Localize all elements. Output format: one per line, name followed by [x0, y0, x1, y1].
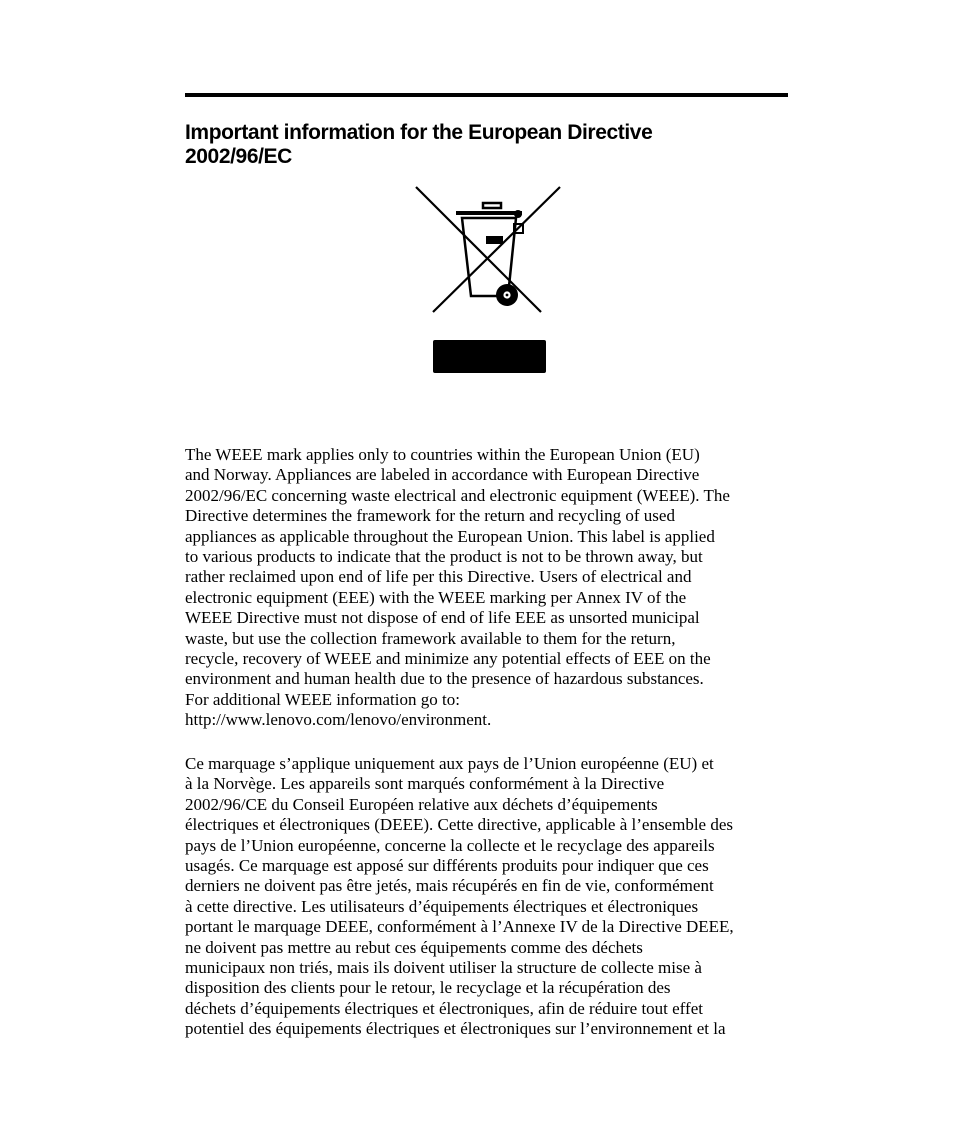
text-line: and Norway. Appliances are labeled in accordance with European Directive — [185, 465, 700, 485]
text-line: à la Norvège. Les appareils sont marqués conformément à la Directive — [185, 774, 665, 794]
text-line: appliances as applicable throughout the European Union. This label is applied — [185, 526, 715, 546]
top-rule — [185, 93, 788, 97]
text-line: Ce marquage s’applique uniquement aux pays de l’Union européenne (EU) et — [185, 754, 714, 773]
title-line: Important information for the European Directive — [185, 121, 653, 144]
text-line: déchets d’équipements électriques et électroniques, afin de réduire tout effet — [185, 998, 703, 1018]
text-line: electronic equipment (EEE) with the WEEE marking per Annex IV of the — [185, 587, 687, 607]
text-line: waste, but use the collection framework available to them for the return, — [185, 628, 676, 648]
text-line: ne doivent pas mettre au rebut ces équipements comme des déchets — [185, 937, 643, 957]
text-line: Directive determines the framework for the return and recycling of used — [185, 506, 675, 526]
text-line: potentiel des équipements électriques et électroniques sur l’environnement et la — [185, 1019, 726, 1039]
title-line: 2002/96/EC — [185, 145, 292, 168]
text-line: municipaux non triés, mais ils doivent utiliser la structure de collecte mise à — [185, 958, 702, 978]
text-line: derniers ne doivent pas être jetés, mais récupérés en fin de vie, conformément — [185, 876, 714, 896]
crossed-out-wheeled-bin-icon — [408, 183, 568, 315]
text-line: usagés. Ce marquage est apposé sur différents produits pour indiquer que ces — [185, 856, 709, 876]
text-line: to various products to indicate that the product is not to be thrown away, but — [185, 547, 703, 567]
paragraph-french — [185, 754, 795, 1040]
text-line: à cette directive. Les utilisateurs d’équipements électriques et électroniques — [185, 896, 699, 916]
weee-marking-bar — [433, 340, 546, 373]
text-line: disposition des clients pour le retour, le recyclage et la récupération des — [185, 978, 671, 998]
page-title — [185, 121, 785, 169]
text-line: The WEEE mark applies only to countries within the European Union (EU) — [185, 445, 700, 464]
text-line: rather reclaimed upon end of life per this Directive. Users of electrical and — [185, 567, 692, 587]
text-line: recycle, recovery of WEEE and minimize any potential effects of EEE on the — [185, 649, 711, 669]
text-line: environment and human health due to the presence of hazardous substances. — [185, 669, 704, 689]
environment-link-text: http://www.lenovo.com/lenovo/environment. — [185, 710, 492, 730]
text-line: portant le marquage DEEE, conformément à l’Annexe IV de la Directive DEEE, — [185, 917, 734, 937]
text-line: WEEE Directive must not dispose of end of life EEE as unsorted municipal — [185, 608, 700, 628]
paragraph-english — [185, 445, 795, 731]
text-line: For additional WEEE information go to: — [185, 689, 460, 709]
text-line: pays de l’Union européenne, concerne la collecte et le recyclage des appareils — [185, 835, 715, 855]
text-line: 2002/96/CE du Conseil Européen relative aux déchets d’équipements — [185, 794, 658, 814]
text-line: électriques et électroniques (DEEE). Cette directive, applicable à l’ensemble des — [185, 815, 734, 835]
text-line: 2002/96/EC concerning waste electrical and electronic equipment (WEEE). The — [185, 485, 730, 505]
